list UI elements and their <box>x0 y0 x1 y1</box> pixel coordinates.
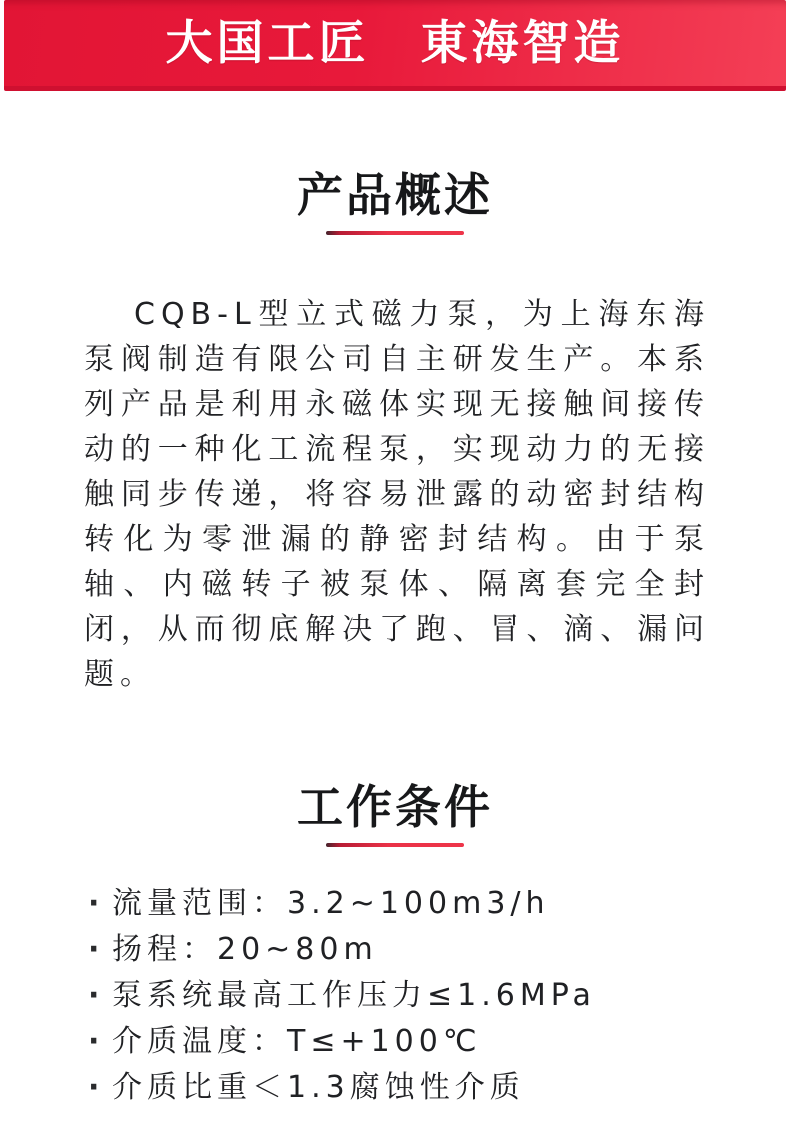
list-item-text: 介质比重＜1.3腐蚀性介质 <box>112 1070 525 1105</box>
top-banner <box>4 0 786 91</box>
section-product-overview <box>0 169 790 697</box>
list-item <box>88 973 730 1019</box>
bullet-dot-icon: · <box>88 932 105 967</box>
overview-paragraph: CQB-L型立式磁力泵，为上海东海泵阀制造有限公司自主研发生产。本系列产品是利用永磁体实现无接触间接传动的一种化工流程泵，实现动力的无接触同步传递，将容易泄露的动密封结构转化为零泄漏的静密封结构。由于泵轴、内磁转子被泵体、隔离套完全封闭，从而彻底解决了跑、冒、滴、漏问题。 <box>84 297 710 692</box>
list-item-text: 泵系统最高工作压力≤1.6MPa <box>112 978 596 1013</box>
overview-title: 产品概述 <box>297 168 493 222</box>
list-item <box>88 881 730 927</box>
bullet-dot-icon: · <box>88 1070 105 1105</box>
banner-title: 大国工匠 東海智造 <box>165 15 625 71</box>
list-item <box>88 927 730 973</box>
overview-title-underline <box>326 231 464 235</box>
list-item <box>88 1019 730 1065</box>
list-item-text: 介质温度：T≤+100℃ <box>112 1024 482 1059</box>
list-item-text: 扬程：20~80m <box>112 932 378 967</box>
bullet-dot-icon: · <box>88 886 105 921</box>
bullet-dot-icon: · <box>88 1024 105 1059</box>
section-working-conditions <box>0 781 790 1111</box>
bullet-dot-icon: · <box>88 978 105 1013</box>
conditions-title-underline <box>326 843 464 847</box>
conditions-list <box>88 881 730 1111</box>
list-item-text: 流量范围：3.2~100m3/h <box>112 886 550 921</box>
conditions-title: 工作条件 <box>297 780 493 834</box>
list-item <box>88 1065 730 1111</box>
